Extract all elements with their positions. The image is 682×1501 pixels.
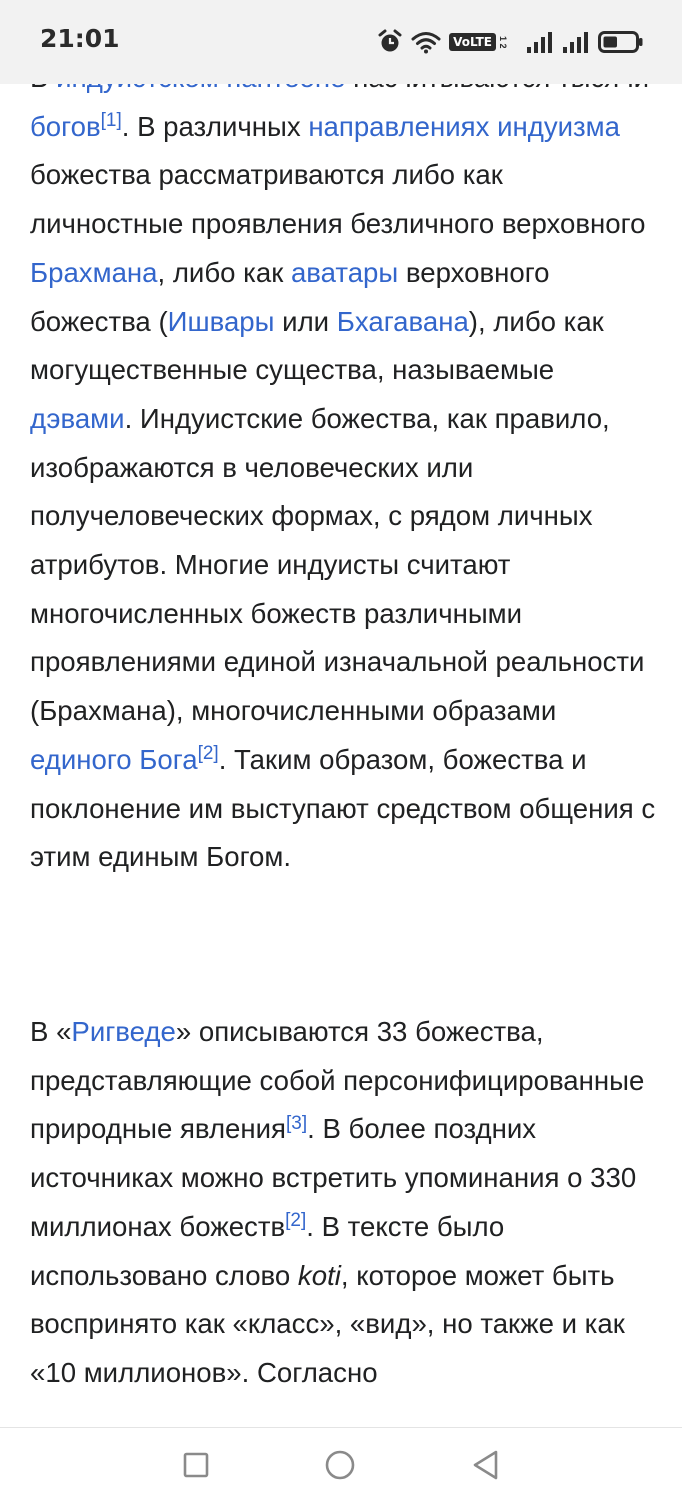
battery-icon	[598, 30, 644, 54]
link-bhagavan[interactable]: Бхагавана	[336, 305, 469, 337]
link-brahman[interactable]: Брахмана	[30, 256, 158, 288]
reference-1	[101, 110, 122, 131]
paragraph-text: . В различных	[121, 110, 309, 142]
signal-sim2-icon	[562, 30, 590, 54]
link-one-god[interactable]: единого Бога	[30, 743, 198, 775]
volte-icon: VoLTE 1 2	[449, 33, 518, 51]
paragraph-text: верховного божества (	[30, 256, 550, 337]
status-bar	[0, 0, 682, 84]
reference-link[interactable]: [2]	[197, 743, 219, 765]
reference-2	[198, 743, 219, 764]
link-hinduism-branches[interactable]: направлениях индуизма	[308, 110, 620, 142]
link-ishvara[interactable]: Ишвары	[167, 305, 275, 337]
paragraph-text: , либо как	[157, 256, 291, 288]
paragraph-text: . В более поздних источниках можно встретить упоминания о 330 миллионах божеств	[30, 1113, 637, 1242]
reference-2	[285, 1210, 306, 1231]
navigation-bar	[0, 1427, 682, 1501]
home-icon	[324, 1449, 356, 1481]
back-icon	[471, 1449, 501, 1481]
paragraph-text: . Таким образом, божества и поклонение им выступают средством общения с этим единым Богом.	[30, 743, 656, 873]
wifi-icon	[411, 30, 441, 54]
article-paragraph	[30, 54, 658, 882]
paragraph-text: или	[274, 305, 337, 337]
back-button[interactable]	[469, 1448, 503, 1482]
signal-sim1-icon	[526, 30, 554, 54]
reference-link[interactable]: [1]	[100, 110, 122, 132]
status-icons	[369, 26, 644, 58]
article-paragraph	[30, 1008, 658, 1398]
paragraph-text: божества рассматриваются либо как личностные проявления безличного верховного	[30, 159, 646, 240]
link-devas[interactable]: дэвами	[30, 402, 125, 434]
italic-term: koti	[297, 1259, 341, 1291]
alarm-icon	[377, 29, 403, 55]
paragraph-text: . В тексте было использовано слово	[30, 1210, 505, 1291]
recent-apps-icon	[182, 1451, 210, 1479]
link-gods[interactable]: богов	[30, 110, 101, 142]
paragraph-text: . Индуистские божества, как правило, изображаются в человеческих или получеловеческих формах, с рядом личных атрибутов. Многие индуисты считают многочисленных божеств различными проявлениями единой изначальной реальности (Брахмана), многочисленными образами	[30, 402, 645, 727]
reference-link[interactable]: [3]	[285, 1112, 308, 1134]
paragraph-text: » описываются 33 божества, представляющие собой персонифицированные природные явления	[30, 1016, 645, 1145]
clock: 21:01	[40, 24, 120, 53]
link-avatars[interactable]: аватары	[290, 256, 399, 288]
reference-3	[286, 1113, 307, 1134]
paragraph-text: , которое может быть воспринято как «класс», «вид», но также и как «10 миллионов». Согласно	[30, 1259, 625, 1388]
home-button[interactable]	[323, 1448, 357, 1482]
link-rigveda[interactable]: Ригведе	[71, 1016, 176, 1047]
paragraph-text: В «	[30, 1016, 72, 1047]
recent-apps-button[interactable]	[179, 1448, 213, 1482]
reference-link[interactable]: [2]	[285, 1210, 307, 1232]
paragraph-text: ), либо как могущественные существа, называемые	[30, 305, 604, 386]
